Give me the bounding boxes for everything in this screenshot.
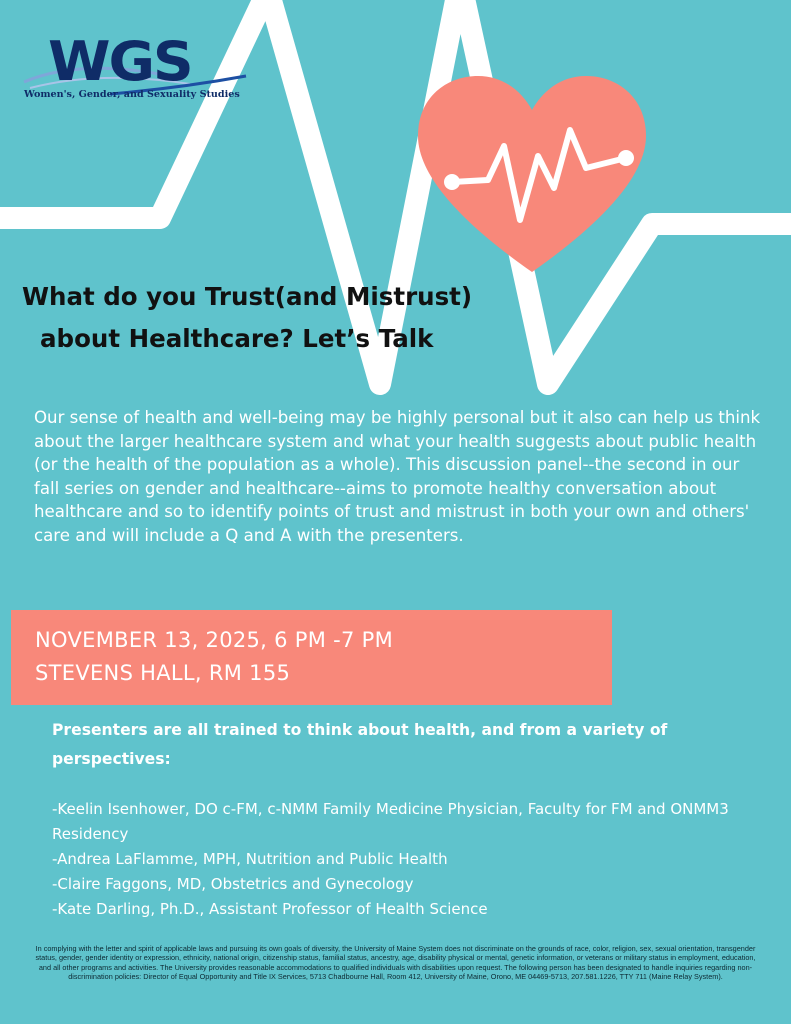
- heart-pulse-icon: [412, 70, 652, 280]
- event-description: Our sense of health and well-being may be highly personal but it also can help us think about the larger healthcare system and what your health suggests about public health (or the health of the population as a whole). This discussion panel--the second in our fall series on gender and healthcare--aims to promote healthy conversation about healthcare and so to identify points of trust and mistrust in both your own and others' care and will include a Q and A with the presenters.: [34, 408, 761, 545]
- title-line-1: What do you Trust(and Mistrust): [22, 282, 473, 311]
- non-discrimination-notice: In complying with the letter and spirit of applicable laws and pursuing its own goals of diversity, the University of Maine System does not discriminate on the grounds of race, color, religion, sex, sexual orientation, transgender status, gender, gender identity or expression, ethnicity, national origin, citizenship status, familial status, ancestry, age, disability physical or mental, genetic information, or veterans or military status in employment, education, and all other programs and activities. The University provides reasonable accommodations to qualified individuals with disabilities upon request. The following person has been designated to handle inquiries regarding non-discrimination policies: Director of Equal Opportunity and Title IX Services, 5713 Chadbourne Hall, Room 412, University of Maine, Orono, ME 04469-5713, 207.581.1226, TTY 711 (Maine Relay System).: [35, 944, 756, 982]
- wgs-logo: [20, 28, 250, 108]
- presenters-intro: Presenters are all trained to think about health, and from a variety of perspectives:: [52, 721, 668, 768]
- logo-subtitle: Women's, Gender, and Sexuality Studies: [24, 89, 240, 100]
- event-title: [22, 276, 542, 360]
- presenters-list: [52, 797, 762, 922]
- presenter-item: -Kate Darling, Ph.D., Assistant Professor of Health Science: [52, 900, 488, 918]
- logo-acronym: WGS: [48, 30, 192, 93]
- event-info-banner: [11, 610, 612, 705]
- presenter-item: -Keelin Isenhower, DO c-FM, c-NMM Family Medicine Physician, Faculty for FM and ONMM3 Residency: [52, 800, 729, 843]
- event-location: STEVENS HALL, RM 155: [35, 661, 291, 685]
- presenter-item: -Andrea LaFlamme, MPH, Nutrition and Public Health: [52, 850, 448, 868]
- event-datetime: NOVEMBER 13, 2025, 6 PM -7 PM: [35, 628, 394, 652]
- presenter-item: -Claire Faggons, MD, Obstetrics and Gynecology: [52, 875, 414, 893]
- title-line-2: about Healthcare? Let’s Talk: [40, 324, 434, 353]
